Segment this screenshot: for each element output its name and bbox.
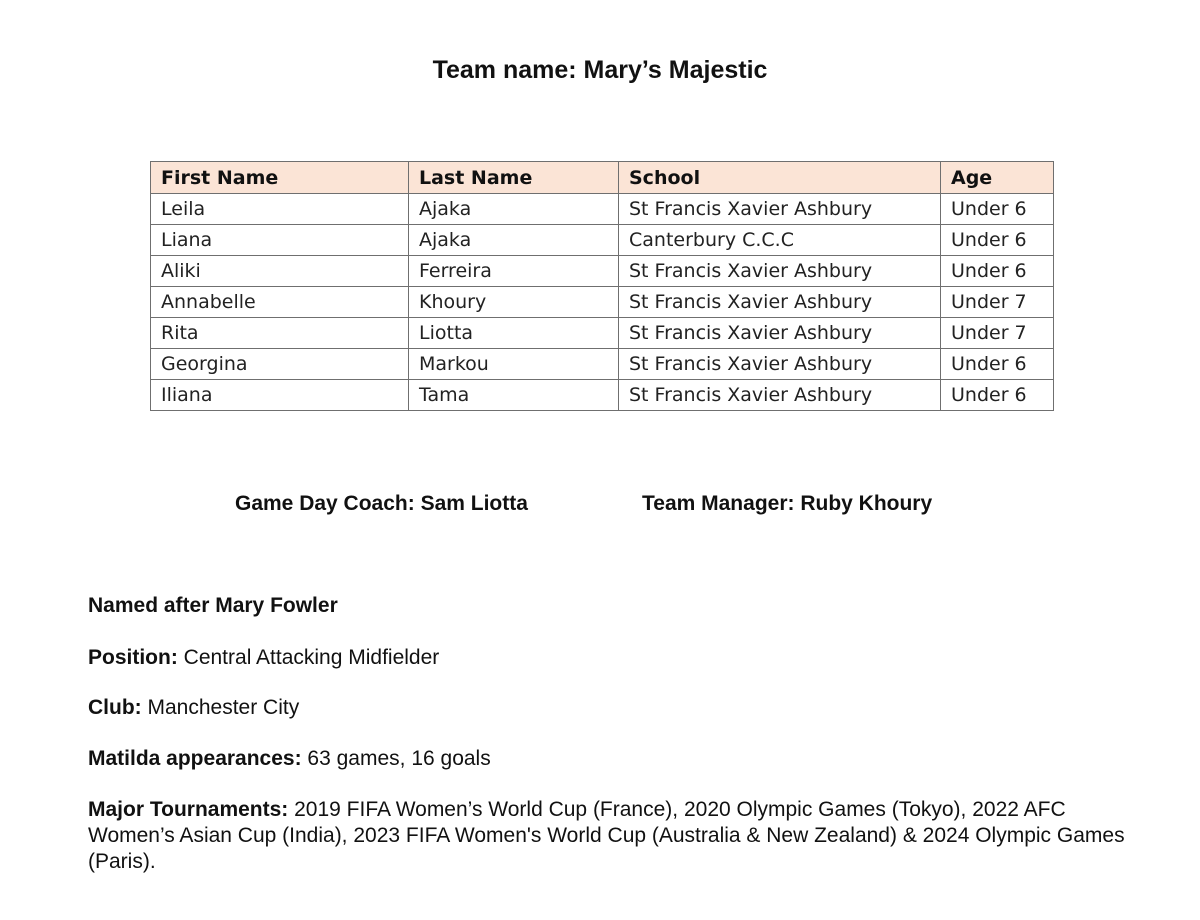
game-day-coach: Game Day Coach: Sam Liotta bbox=[235, 492, 528, 515]
cell-school: St Francis Xavier Ashbury bbox=[619, 194, 941, 225]
cell-first-name: Leila bbox=[151, 194, 409, 225]
cell-last-name: Tama bbox=[409, 380, 619, 411]
team-manager: Team Manager: Ruby Khoury bbox=[642, 492, 933, 515]
tournaments-label: Major Tournaments: bbox=[88, 798, 289, 821]
cell-last-name: Khoury bbox=[409, 287, 619, 318]
cell-school: St Francis Xavier Ashbury bbox=[619, 318, 941, 349]
cell-school: St Francis Xavier Ashbury bbox=[619, 380, 941, 411]
table-header-row bbox=[151, 162, 1054, 194]
cell-age: Under 7 bbox=[941, 318, 1054, 349]
position-label: Position: bbox=[88, 646, 178, 669]
cell-last-name: Ajaka bbox=[409, 225, 619, 256]
column-header-school: School bbox=[619, 162, 941, 194]
cell-age: Under 6 bbox=[941, 380, 1054, 411]
tournaments-line bbox=[88, 797, 1138, 875]
table-row bbox=[151, 349, 1054, 380]
column-header-age: Age bbox=[941, 162, 1054, 194]
club-label: Club: bbox=[88, 696, 142, 719]
appearances-line bbox=[88, 746, 491, 772]
cell-school: St Francis Xavier Ashbury bbox=[619, 256, 941, 287]
position-line bbox=[88, 645, 439, 671]
cell-age: Under 6 bbox=[941, 349, 1054, 380]
cell-school: Canterbury C.C.C bbox=[619, 225, 941, 256]
table-row bbox=[151, 225, 1054, 256]
cell-first-name: Iliana bbox=[151, 380, 409, 411]
club-line bbox=[88, 695, 299, 721]
cell-age: Under 6 bbox=[941, 225, 1054, 256]
roster-table bbox=[150, 161, 1054, 411]
page-title: Team name: Mary’s Majestic bbox=[432, 56, 768, 84]
cell-last-name: Ferreira bbox=[409, 256, 619, 287]
cell-age: Under 6 bbox=[941, 256, 1054, 287]
column-header-first-name: First Name bbox=[151, 162, 409, 194]
cell-school: St Francis Xavier Ashbury bbox=[619, 287, 941, 318]
cell-first-name: Aliki bbox=[151, 256, 409, 287]
table-row bbox=[151, 194, 1054, 225]
table-row bbox=[151, 380, 1054, 411]
table-row bbox=[151, 256, 1054, 287]
cell-last-name: Ajaka bbox=[409, 194, 619, 225]
table-row bbox=[151, 287, 1054, 318]
club-value: Manchester City bbox=[141, 696, 300, 719]
cell-last-name: Liotta bbox=[409, 318, 619, 349]
cell-first-name: Liana bbox=[151, 225, 409, 256]
named-after: Named after Mary Fowler bbox=[88, 594, 338, 617]
position-value: Central Attacking Midfielder bbox=[177, 646, 440, 669]
appearances-label: Matilda appearances: bbox=[88, 747, 302, 770]
table-row bbox=[151, 318, 1054, 349]
cell-last-name: Markou bbox=[409, 349, 619, 380]
column-header-last-name: Last Name bbox=[409, 162, 619, 194]
cell-age: Under 6 bbox=[941, 194, 1054, 225]
cell-school: St Francis Xavier Ashbury bbox=[619, 349, 941, 380]
cell-first-name: Georgina bbox=[151, 349, 409, 380]
cell-age: Under 7 bbox=[941, 287, 1054, 318]
tournaments-value: 2019 FIFA Women’s World Cup (France), 2020 Olympic Games (Tokyo), 2022 AFC Women’s Asian Cup (India), 2023 FIFA Women's World Cup (Australia & New Zealand) & 2024 Olympic Games (Paris). bbox=[88, 798, 1125, 873]
cell-first-name: Annabelle bbox=[151, 287, 409, 318]
cell-first-name: Rita bbox=[151, 318, 409, 349]
appearances-value: 63 games, 16 goals bbox=[301, 747, 491, 770]
